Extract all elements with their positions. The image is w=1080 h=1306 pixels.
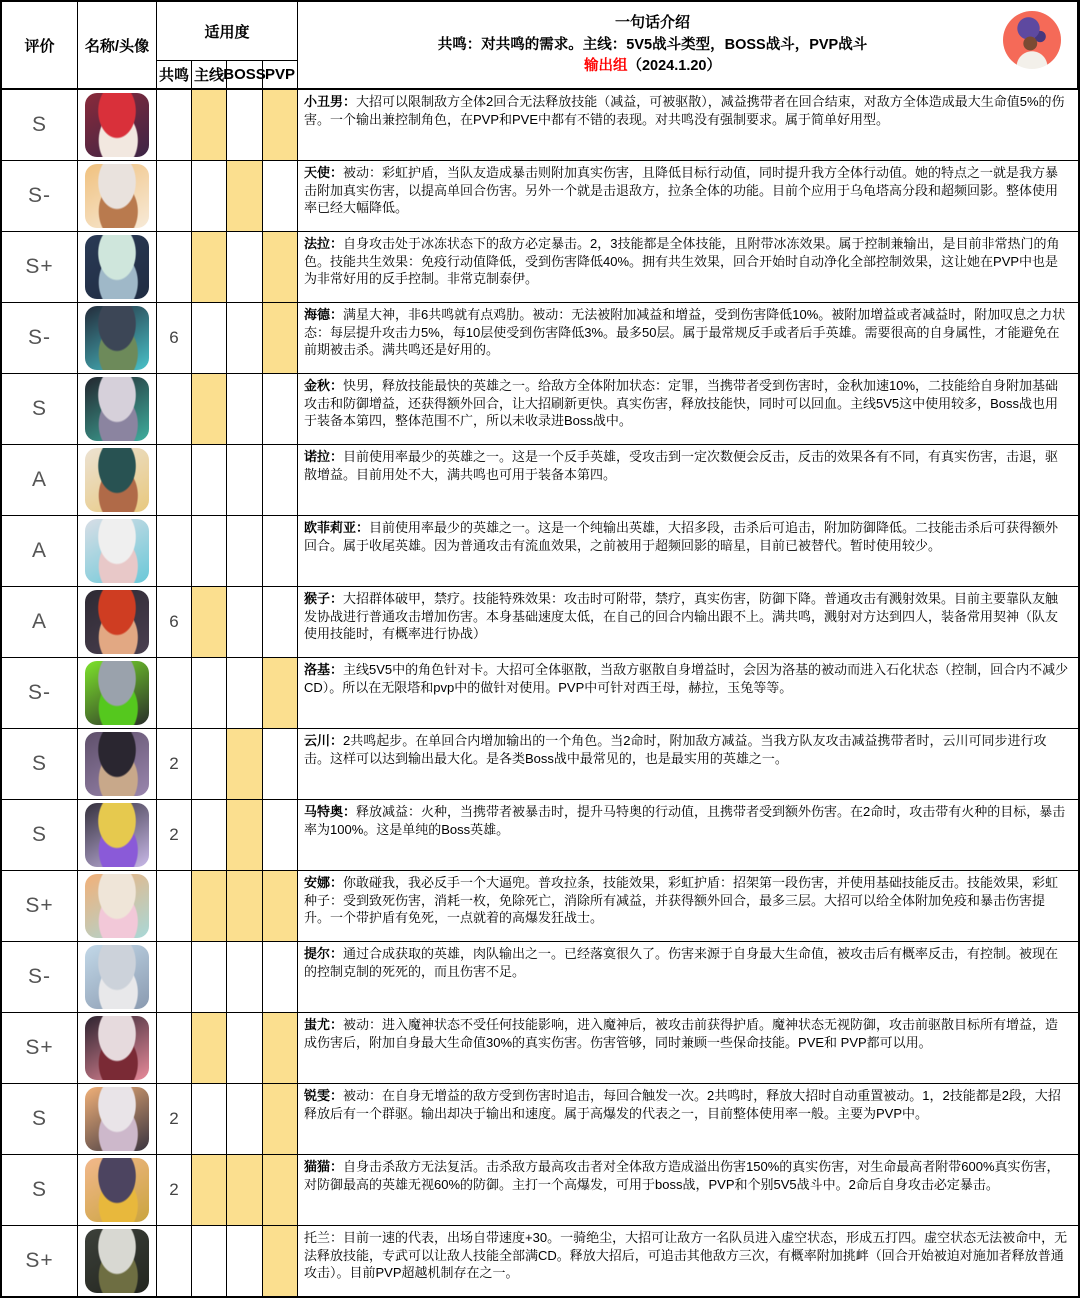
description-cell: [298, 587, 1078, 657]
resonance-cell: 2: [157, 1084, 192, 1154]
character-avatar: [85, 1016, 149, 1080]
pvp-cell: [263, 445, 298, 515]
character-avatar: [85, 377, 149, 441]
resonance-cell: [157, 445, 192, 515]
character-avatar: [85, 519, 149, 583]
pvp-cell: [263, 516, 298, 586]
description-cell: [298, 445, 1078, 515]
hero-description: 被动：彩虹护盾，当队友造成暴击则附加真实伤害，且降低目标行动值，同时提升我方全体行动值。她的特点之一就是我方暴击附加真实伤害，以提高单回合伤害。另外一个就是击退敌方，拉条全体的功能。目前个应用于乌龟塔高分段和超频回影。整体使用率已经大幅降低。: [304, 165, 1059, 216]
boss-cell: [227, 942, 263, 1012]
hero-description: 满星大神，非6共鸣就有点鸡肋。被动：无法被附加减益和增益，受到伤害降低10%。被附加增益或者减益时，附加叹息之力状态：每层提升攻击力5%，每10层使受到伤害降低3%。最多50层。属于最常规反手或者后手英雄。需要很高的自身属性，才能避免在前期被击杀。满共鸣还是好用的。: [304, 307, 1066, 358]
hero-description: 被动：进入魔神状态不受任何技能影响，进入魔神后，被攻击前获得护盾。魔神状态无视防御，攻击前驱散目标所有增益，造成伤害后，附加自身最大生命值30%的真实伤害。伤害管够，同时兼顾一些保命技能。PVE和 PVP都可以用。: [304, 1017, 1059, 1050]
description-cell: [298, 1226, 1078, 1296]
rating-cell: S: [2, 800, 78, 870]
mainline-cell: [192, 658, 227, 728]
pvp-cell: [263, 1013, 298, 1083]
mainline-cell: [192, 516, 227, 586]
avatar-cell: [78, 90, 157, 160]
character-avatar: [85, 732, 149, 796]
mainline-cell: [192, 90, 227, 160]
mainline-cell: [192, 942, 227, 1012]
rating-cell: A: [2, 587, 78, 657]
table-row: [2, 1226, 1078, 1296]
description-cell: [298, 658, 1078, 728]
character-avatar: [85, 1229, 149, 1293]
pvp-cell: [263, 374, 298, 444]
mainline-cell: [192, 445, 227, 515]
table-row: [2, 1013, 1078, 1084]
description-cell: [298, 942, 1078, 1012]
rating-cell: S: [2, 1084, 78, 1154]
rating-cell: S+: [2, 1226, 78, 1296]
character-avatar: [85, 235, 149, 299]
hero-name: 天使：: [304, 165, 344, 180]
pvp-cell: [263, 800, 298, 870]
boss-cell: [227, 587, 263, 657]
table-row: [2, 1084, 1078, 1155]
pvp-cell: [263, 90, 298, 160]
table-row: [2, 658, 1078, 729]
mainline-cell: [192, 161, 227, 231]
pvp-cell: [263, 232, 298, 302]
resonance-cell: 2: [157, 800, 192, 870]
character-avatar: [85, 1158, 149, 1222]
avatar-cell: [78, 942, 157, 1012]
avatar-cell: [78, 1226, 157, 1296]
resonance-cell: [157, 1013, 192, 1083]
mainline-cell: [192, 729, 227, 799]
rating-cell: S+: [2, 1013, 78, 1083]
table-row: [2, 587, 1078, 658]
date-label: （2024.1.20）: [627, 58, 721, 75]
table-row: [2, 729, 1078, 800]
pvp-cell: [263, 942, 298, 1012]
pvp-cell: [263, 1226, 298, 1296]
rating-cell: S: [2, 374, 78, 444]
table-header: [2, 2, 1078, 90]
hero-description: 通过合成获取的英雄，肉队输出之一。已经落寞很久了。伤害来源于自身最大生命值，被攻击后有概率反击，有控制。被现在的控制克制的死死的，而且伤害不足。: [304, 946, 1059, 979]
avatar-cell: [78, 1155, 157, 1225]
group-label: 输出组: [583, 58, 628, 75]
character-avatar: [85, 803, 149, 867]
avatar-cell: [78, 161, 157, 231]
pvp-cell: [263, 871, 298, 941]
hero-name: 马特奥：: [304, 804, 357, 819]
header-mainline: 主线: [192, 61, 227, 88]
pvp-cell: [263, 303, 298, 373]
character-avatar: [85, 1087, 149, 1151]
rating-cell: S-: [2, 658, 78, 728]
intro-line3: [584, 56, 721, 78]
pvp-cell: [263, 1155, 298, 1225]
avatar-cell: [78, 516, 157, 586]
rating-cell: S-: [2, 303, 78, 373]
hero-name: 提尔：: [304, 946, 344, 961]
hero-name: 金秋：: [304, 378, 344, 393]
table-row: [2, 871, 1078, 942]
hero-name: 欧菲莉亚：: [304, 520, 370, 535]
boss-cell: [227, 871, 263, 941]
header-applicability: 适用度: [157, 2, 298, 61]
avatar-cell: [78, 232, 157, 302]
avatar-cell: [78, 445, 157, 515]
hero-description: 主线5V5中的角色针对卡。大招可全体驱散，当敌方驱散自身增益时，会因为洛基的被动而进入石化状态（控制，回合内不减少CD）。所以在无限塔和pvp中的做针对使用。PVP中可针对西王母，赫拉，玉兔等等。: [304, 662, 1069, 695]
description-cell: [298, 1084, 1078, 1154]
header-boss: BOSS: [227, 61, 263, 88]
hero-description: 快男，释放技能最快的英雄之一。给敌方全体附加状态：定罪，当携带者受到伤害时，金秋加速10%，二技能给自身附加基础攻击和防御增益，还获得额外回合，让大招刷新更快。真实伤害，释放技能快，同时可以回血。主线5V5这中使用较多，Boss战也用于装备本第四，整体范围不广，所以未收录进Boss战中。: [304, 378, 1059, 429]
hero-name: 安娜：: [304, 875, 344, 890]
resonance-cell: 6: [157, 303, 192, 373]
hero-description: 释放减益：火种，当携带者被暴击时，提升马特奥的行动值，且携带者受到额外伤害。在2命时，攻击带有火种的目标，暴击率为100%。这是单纯的Boss英雄。: [304, 804, 1066, 837]
table-row: [2, 303, 1078, 374]
mainline-cell: [192, 1013, 227, 1083]
header-rating: 评价: [2, 2, 78, 88]
avatar-cell: [78, 587, 157, 657]
table-row: [2, 445, 1078, 516]
description-cell: [298, 90, 1078, 160]
character-avatar: [85, 661, 149, 725]
boss-cell: [227, 658, 263, 728]
hero-name: 托兰：: [304, 1230, 344, 1245]
hero-name: 蚩尤：: [304, 1017, 344, 1032]
mainline-cell: [192, 800, 227, 870]
avatar-cell: [78, 871, 157, 941]
mainline-cell: [192, 303, 227, 373]
intro-line2: 共鸣：对共鸣的需求。主线：5V5战斗类型，BOSS战斗，PVP战斗: [437, 36, 868, 53]
avatar-cell: [78, 800, 157, 870]
rating-cell: S-: [2, 942, 78, 1012]
header-pvp: PVP: [263, 61, 298, 88]
mainline-cell: [192, 871, 227, 941]
table-row: [2, 800, 1078, 871]
hero-description: 你敢碰我，我必反手一个大逼兜。普攻拉条，技能效果，彩虹护盾：招架第一段伤害，并使用基础技能反击。技能效果，彩虹种子：受到致死伤害，消耗一枚，免除死亡，消除所有减益，并获得额外回合，最多三层。大招可以给全体附加免疫和暴击伤害提升。一个带护盾有免死，一点就着的高爆发狂战士。: [304, 875, 1059, 926]
boss-cell: [227, 516, 263, 586]
rating-cell: S: [2, 90, 78, 160]
pvp-cell: [263, 587, 298, 657]
character-avatar: [85, 448, 149, 512]
mainline-cell: [192, 232, 227, 302]
character-avatar: [85, 164, 149, 228]
description-cell: [298, 516, 1078, 586]
hero-name: 猫猫：: [304, 1159, 344, 1174]
avatar-cell: [78, 1013, 157, 1083]
mainline-cell: [192, 1155, 227, 1225]
description-cell: [298, 800, 1078, 870]
hero-description: 被动：在自身无增益的敌方受到伤害时追击，每回合触发一次。2共鸣时，释放大招时自动重置被动。1，2技能都是2段，大招释放后有一个群驱。输出却决于输出和速度。属于高爆发的代表之一，目前整体使用率一般。主要为PVP中。: [304, 1088, 1061, 1121]
hero-name: 云川：: [304, 733, 344, 748]
character-avatar: [85, 590, 149, 654]
character-avatar: [85, 93, 149, 157]
table-row: [2, 1155, 1078, 1226]
pvp-cell: [263, 658, 298, 728]
hero-description: 目前使用率最少的英雄之一。这是一个纯输出英雄，大招多段，击杀后可追击，附加防御降低。二技能击杀后可获得额外回合。属于收尾英雄。因为普通攻击有流血效果，之前被用于超频回影的暗星，目前已被替代。暂时使用较少。: [304, 520, 1059, 553]
resonance-cell: [157, 161, 192, 231]
mainline-cell: [192, 374, 227, 444]
description-cell: [298, 729, 1078, 799]
character-avatar: [85, 874, 149, 938]
description-cell: [298, 374, 1078, 444]
resonance-cell: [157, 658, 192, 728]
rating-cell: A: [2, 445, 78, 515]
boss-cell: [227, 232, 263, 302]
resonance-cell: 2: [157, 1155, 192, 1225]
hero-description: 目前一速的代表，出场自带速度+30。一骑绝尘，大招可让敌方一名队员进入虚空状态，形成五打四。虚空状态无法被命中，无法释放技能，专武可以让敌人技能全部满CD。释放大招后，可追击其他敌方三次，有概率附加挑衅（回合开始被迫对施加者释放普通攻击）。目前PVP超越机制存在之一。: [304, 1230, 1068, 1281]
boss-cell: [227, 1226, 263, 1296]
character-avatar: [85, 945, 149, 1009]
hero-description: 大招可以限制敌方全体2回合无法释放技能（减益，可被驱散），减益携带者在回合结束，对敌方全体造成最大生命值5%的伤害。一个输出兼控制角色，在PVP和PVE中都有不错的表现。对共鸣没有强制要求。属于简单好用型。: [304, 94, 1065, 127]
table-row: [2, 374, 1078, 445]
resonance-cell: [157, 1226, 192, 1296]
boss-cell: [227, 729, 263, 799]
boss-cell: [227, 1155, 263, 1225]
intro-title: 一句话介绍: [614, 14, 690, 31]
mainline-cell: [192, 587, 227, 657]
rating-cell: S+: [2, 871, 78, 941]
group-avatar-icon: [1003, 11, 1061, 69]
boss-cell: [227, 90, 263, 160]
boss-cell: [227, 1013, 263, 1083]
boss-cell: [227, 303, 263, 373]
description-cell: [298, 871, 1078, 941]
pvp-cell: [263, 161, 298, 231]
hero-name: 猴子：: [304, 591, 344, 606]
mainline-cell: [192, 1226, 227, 1296]
hero-description: 2共鸣起步。在单回合内增加输出的一个角色。当2命时，附加敌方减益。当我方队友攻击减益携带者时，云川可同步进行攻击。这样可以达到输出最大化。是各类Boss战中最常见的，也是最实用的英雄之一。: [304, 733, 1047, 766]
avatar-cell: [78, 374, 157, 444]
header-resonance: 共鸣: [157, 61, 192, 88]
mainline-cell: [192, 1084, 227, 1154]
pvp-cell: [263, 1084, 298, 1154]
description-cell: [298, 1013, 1078, 1083]
rows: [2, 90, 1078, 1296]
hero-description: 自身击杀敌方无法复活。击杀敌方最高攻击者对全体敌方造成溢出伤害150%的真实伤害，对生命最高者附带600%真实伤害，对防御最高的英雄无视60%的防御。主打一个高爆发，可用于boss战，PVP和个别5V5战斗中。2命后自身攻击必定暴击。: [304, 1159, 1060, 1192]
hero-description: 目前使用率最少的英雄之一。这是一个反手英雄，受攻击到一定次数便会反击，反击的效果各有不同，有真实伤害，击退，驱散增益。目前用处不大，满共鸣也可用于装备本第四。: [304, 449, 1059, 482]
resonance-cell: [157, 374, 192, 444]
header-name-avatar: 名称/头像: [78, 2, 157, 88]
resonance-cell: [157, 942, 192, 1012]
resonance-cell: 6: [157, 587, 192, 657]
rating-cell: S+: [2, 232, 78, 302]
table-row: [2, 942, 1078, 1013]
hero-name: 法拉：: [304, 236, 344, 251]
resonance-cell: [157, 871, 192, 941]
boss-cell: [227, 161, 263, 231]
table-row: [2, 90, 1078, 161]
boss-cell: [227, 445, 263, 515]
resonance-cell: 2: [157, 729, 192, 799]
hero-name: 海德：: [304, 307, 344, 322]
header-intro: [298, 2, 1078, 88]
table-row: [2, 232, 1078, 303]
hero-description: 自身攻击处于冰冻状态下的敌方必定暴击。2，3技能都是全体技能，且附带冰冻效果。属于控制兼输出，是目前非常热门的角色。技能共生效果：免疫行动值降低，受到伤害降低40%。拥有共生效果，回合开始时自动净化全部控制效果，这让她在PVP中也是为非常好用的反手控制。非常克制泰伊。: [304, 236, 1060, 287]
boss-cell: [227, 374, 263, 444]
resonance-cell: [157, 232, 192, 302]
description-cell: [298, 303, 1078, 373]
avatar-cell: [78, 658, 157, 728]
table-row: [2, 161, 1078, 232]
resonance-cell: [157, 90, 192, 160]
rating-cell: S: [2, 729, 78, 799]
rating-cell: A: [2, 516, 78, 586]
rating-cell: S-: [2, 161, 78, 231]
pvp-cell: [263, 729, 298, 799]
description-cell: [298, 232, 1078, 302]
character-avatar: [85, 306, 149, 370]
avatar-cell: [78, 1084, 157, 1154]
hero-name: 洛基：: [304, 662, 344, 677]
hero-name: 锐雯：: [304, 1088, 344, 1103]
boss-cell: [227, 800, 263, 870]
resonance-cell: [157, 516, 192, 586]
rating-cell: S: [2, 1155, 78, 1225]
table-row: [2, 516, 1078, 587]
description-cell: [298, 1155, 1078, 1225]
boss-cell: [227, 1084, 263, 1154]
hero-name: 小丑男：: [304, 94, 357, 109]
hero-name: 诺拉：: [304, 449, 344, 464]
avatar-cell: [78, 729, 157, 799]
avatar-cell: [78, 303, 157, 373]
description-cell: [298, 161, 1078, 231]
hero-description: 大招群体破甲，禁疗。技能特殊效果：攻击时可附带，禁疗，真实伤害，防御下降。普通攻击有溅射效果。目前主要靠队友触发协战进行普通攻击增加伤害。本身基础速度太低，在自己的回合内输出跟不上。满共鸣，溅射对方达到四人，装备常用契神（队友使用技能时，有概率进行协战）: [304, 591, 1059, 642]
